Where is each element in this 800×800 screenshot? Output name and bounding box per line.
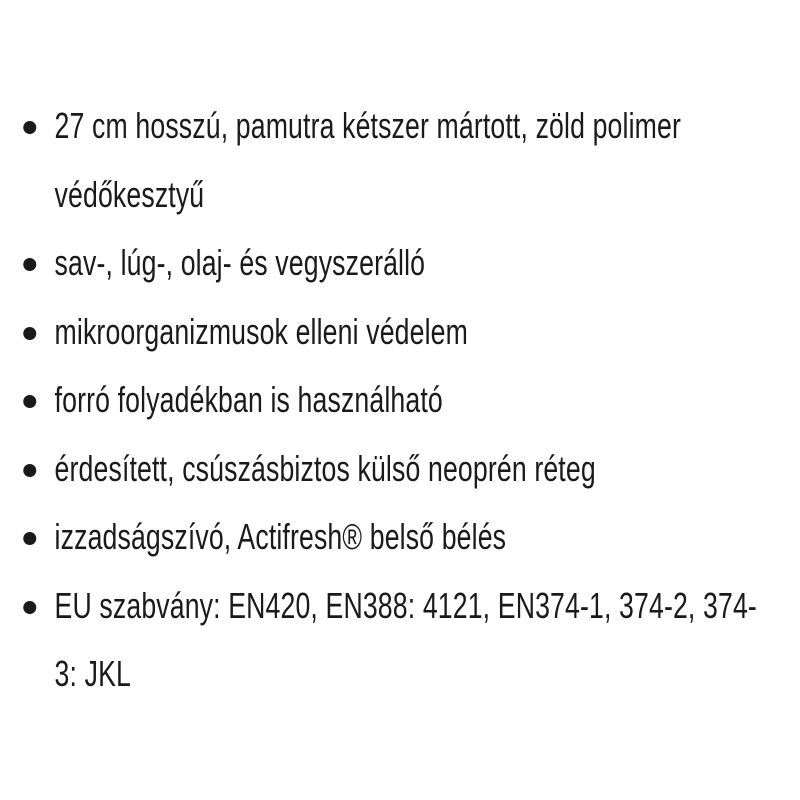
- bullet-icon: [23, 121, 36, 134]
- bullet-icon: [23, 532, 36, 545]
- feature-item-hot-liquid-use: [22, 366, 765, 435]
- feature-item-eu-standards: [22, 572, 765, 709]
- feature-text: érdesített, csúszásbiztos külső neoprén réteg: [54, 447, 596, 489]
- feature-item-glove-description: [22, 92, 765, 229]
- feature-item-chemical-resistance: [22, 229, 765, 298]
- feature-text: izzadságszívó, Actifresh® belső bélés: [54, 516, 507, 557]
- feature-text: mikroorganizmusok elleni védelem: [54, 310, 468, 352]
- bullet-icon: [23, 395, 36, 408]
- feature-item-outer-layer: [22, 435, 765, 504]
- bullet-icon: [23, 327, 36, 340]
- feature-item-microorganism-protection: [22, 298, 765, 367]
- feature-list: [22, 92, 757, 709]
- bullet-icon: [23, 258, 36, 271]
- feature-text: forró folyadékban is használható: [54, 379, 443, 420]
- feature-text: EU szabvány: EN420, EN388: 4121, EN374-1, 374-2, 374-3: JKL: [54, 584, 757, 694]
- bullet-icon: [23, 464, 36, 477]
- feature-item-inner-lining: [22, 503, 765, 572]
- feature-text: 27 cm hosszú, pamutra kétszer mártott, zöld polimer védőkesztyű: [54, 105, 681, 215]
- feature-text: sav-, lúg-, olaj- és vegyszerálló: [54, 242, 426, 283]
- bullet-icon: [23, 601, 36, 614]
